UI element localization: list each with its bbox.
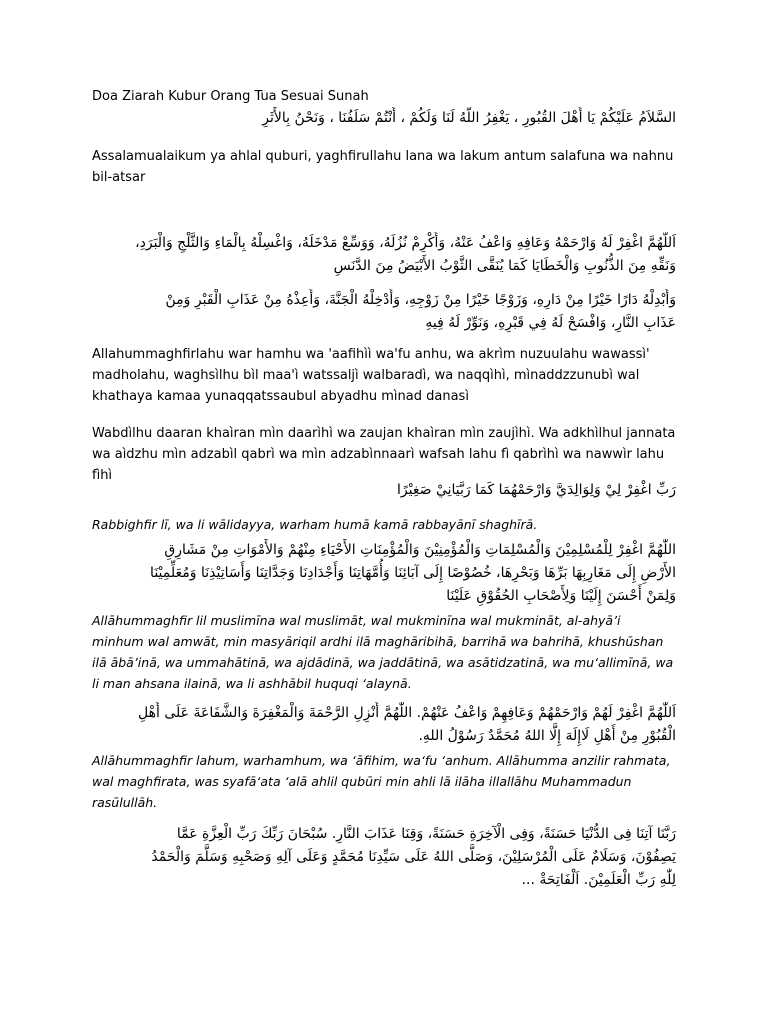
- prayer-deceased-transliteration-1: Allahummaghfirlahu war hamhu wa 'aafihìì wa'fu anhu, wa akrìm nuzuulahu wawassì' madholahu, waghsìlhu bìl maa'ì watssaljì walbaradì, wa naqqìhì, mìnaddzzunubì wal khathaya kamaa yunaqqatssaubul abyadhu mìnad danasì: [92, 347, 650, 404]
- prayer-believers-transliteration: Allāhummaghfir lil muslimīna wal muslimāt, wal mukminīna wal mukmināt, al-ahyā’i minhum wal amwāt, min masyāriqil ardhi ilā maghāribihā, barrihā wa bahrihā, khushūshan ilā ābā’inā, wa ummahātinā, wa ajdādinā, wa jaddātinā, wa asātidzatinā, wa mu‘allimīnā, wa li man ahsana ilainā, wa li ashhābil huquqi ‘alaynā.: [92, 613, 674, 691]
- prayer-parents-transliteration: Rabbighfir lī, wa li wālidayya, warham humā kamā rabbayānī shaghīrā.: [92, 517, 538, 532]
- prayer-deceased-transliteration-2: Wabdìlhu daaran khaìran mìn daarìhì wa zaujan khaìran mìn zaujìhì. Wa adkhìlhul jannata wa aìdzhu mìn adzabìl qabrì wa mìn adzabìnnaarì wafsah lahu fì qabrìhì wa nawwìr lahu fìhì: [92, 426, 676, 483]
- document-title: Doa Ziarah Kubur Orang Tua Sesuai Sunah: [92, 89, 369, 104]
- arabic-line: وَنَقِّهِ مِنَ الذُّنُوبِ وَالْخَطَايَا كَمَا يُنَقَّى الثَّوْبُ الأَبْيَضُ مِنَ الدَّنَسِ: [333, 258, 676, 274]
- prayer-believers-arabic: [92, 539, 676, 608]
- prayer-graves-arabic: [92, 702, 676, 748]
- prayer-graves-transliteration: Allāhummaghfir lahum, warhamhum, wa ‘āfihim, wa‘fu ‘anhum. Allāhumma anzilir rahmata, wal maghfirata, was syafā‘ata ‘alā ahlil qubūri min ahli lā ilāha illallāhu Muhammadun rasūlullāh.: [92, 753, 671, 810]
- arabic-line: يَصِفُوْنَ، وَسَلَامٌ عَلَى الْمُرْسَلِيْنَ، وَصَلَّى اللهُ عَلَى سَيِّدِنَا مُحَمَّدٍ وَعَلَى آلِهِ وَصَحْبِهِ وَسَلَّمَ وَالْحَمْدُ: [151, 849, 676, 865]
- greeting-transliteration: Assalamualaikum ya ahlal quburi, yaghfirullahu lana wa lakum antum salafuna wa nahnu bil-atsar: [92, 149, 674, 185]
- arabic-line: اَللّٰهُمَّ اغْفِرْ لَهُمْ وَارْحَمْهُمْ وَعَافِهِمْ وَاعْفُ عَنْهُمْ. اللّٰهُمَّ أَنْزِلِ الرَّحْمَةَ وَالْمَغْفِرَةَ وَالشَّفَاعَةَ عَلَى أَهْلِ: [138, 705, 676, 721]
- arabic-line: لِلّٰهِ رَبِّ الْعَلَمِيْنَ. اَلْفَاتِحَةْ ...: [521, 872, 676, 888]
- arabic-line: اللّٰهُمَّ اغْفِرْ لِلْمُسْلِمِيْنَ وَالْمُسْلِمَاتِ وَالْمُؤْمِنِيْنَ وَالْمُؤْمِنَاتِ الأَحْيَاءِ مِنْهُمْ وَالأَمْوَاتِ مِنْ مَشَارِقِ: [164, 542, 676, 558]
- arabic-line: اَللَّهُمَّ اغْفِرْ لَهُ وَارْحَمْهُ وَعَافِهِ وَاعْفُ عَنْهُ، وَأَكْرِمْ نُزُلَهُ، وَوَسِّعْ مَدْخَلَهُ، وَاغْسِلْهُ بِالْمَاءِ وَالثَّلْجِ وَالْبَرَدِ،: [135, 235, 676, 251]
- arabic-line: السَّلاَمُ عَلَيْكُمْ يَا أَهْلَ القُبُورِ ، يَغْفِرُ اللَّهُ لَنَا وَلَكُمْ ، أَنْتُمْ سَلَفُنَا ، وَنَحْنُ بِالأَثَرِ: [262, 110, 676, 126]
- arabic-line: رَبِّ اغْفِرْ لِيْ وَلِوَالِدَيَّ وَارْحَمْهُمَا كَمَا رَبَّيَانِيْ صَغِيْرًا: [397, 482, 676, 498]
- arabic-line: الْقُبُوْرِ مِنْ أَهْلِ لَاإِلَهَ إِلَّا اللهُ مُحَمَّدٌ رَسُوْلُ اللهِ.: [418, 728, 676, 744]
- prayer-deceased-arabic-1: [92, 232, 676, 278]
- arabic-line: الأَرْضِ إِلَى مَغَارِبِهَا بَرِّهَا وَبَحْرِهَا، خُصُوْصًا إِلَى آبَائِنَا وَأُمَّهَاتِنَا وَأَجْدَادِنَا وَجَدَّاتِنَا وَأَسَاتِيْذِنَا وَمُعَلِّمِيْنَا: [150, 565, 676, 581]
- arabic-line: رَبَّنَا آتِنَا فِى الدُّنْيَا حَسَنَةً، وَفِى الْآخِرَةِ حَسَنَةً، وَقِنَا عَذَابَ النَّارِ. سُبْحَانَ رَبِّكَ رَبِّ الْعِزَّةِ عَمَّا: [176, 826, 676, 842]
- arabic-line: وَأَبْدِلْهُ دَارًا خَيْرًا مِنْ دَارِهِ، وَزَوْجًا خَيْرًا مِنْ زَوْجِهِ، وَأَدْخِلْهُ الْجَنَّةَ، وَأَعِذْهُ مِنْ عَذَابِ الْقَبْرِ وَمِنْ: [165, 292, 676, 308]
- prayer-deceased-arabic-2: [92, 289, 676, 335]
- prayer-parents-arabic: [92, 479, 676, 502]
- arabic-line: وَلِمَنْ أَحْسَنَ إِلَيْنَا وَلِأَصْحَابِ الحُقُوْقِ عَلَيْنَا: [446, 588, 676, 604]
- arabic-line: عَذَابِ النَّارِ، وَافْسَحْ لَهُ فِي قَبْرِهِ، وَنَوِّرْ لَهُ فِيهِ: [425, 315, 676, 331]
- closing-prayer-arabic: [92, 823, 676, 892]
- greeting-arabic: [92, 107, 676, 130]
